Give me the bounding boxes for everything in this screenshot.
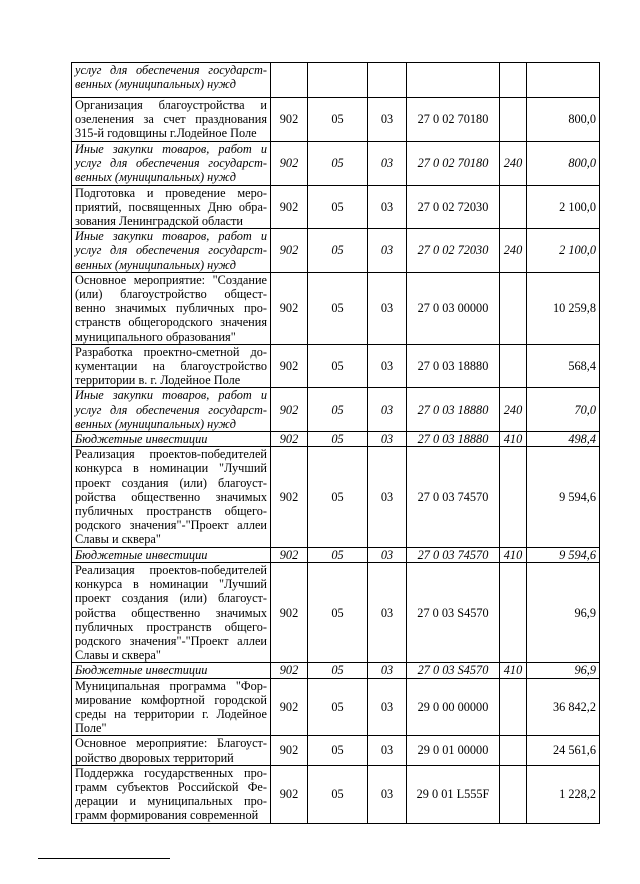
row-name: Муниципальная программа "Фор-мирование комфортной городской среды на территории г. Лодейное Поле" (72, 678, 271, 736)
row-csr: 29 0 00 00000 (407, 678, 500, 736)
row-vr (500, 63, 527, 98)
row-sum: 568,4 (527, 344, 600, 388)
row-rz: 05 (308, 388, 368, 432)
row-sum: 70,0 (527, 388, 600, 432)
row-ved: 902 (271, 229, 308, 273)
row-ved: 902 (271, 185, 308, 229)
row-sum: 24 561,6 (527, 736, 600, 765)
table-row (72, 229, 600, 273)
row-rz: 05 (308, 344, 368, 388)
row-vr (500, 344, 527, 388)
row-pr: 03 (368, 98, 407, 142)
row-name: Реализация проектов-победителей конкурса в номинации "Лучший проект создания (или) благоуст-ройства общественно значимых публичных пространств общего-родского значения"-"Проект аллеи Славы и сквера" (72, 562, 271, 662)
row-vr: 410 (500, 663, 527, 678)
row-ved: 902 (271, 678, 308, 736)
row-vr: 240 (500, 388, 527, 432)
row-pr: 03 (368, 432, 407, 447)
row-rz (308, 63, 368, 98)
row-name: Поддержка государственных про-грамм субъектов Российской Фе-дерации и муниципальных про-грамм формирования современной (72, 765, 271, 823)
row-sum (527, 63, 600, 98)
row-csr (407, 63, 500, 98)
row-csr: 27 0 02 70180 (407, 142, 500, 186)
row-pr: 03 (368, 678, 407, 736)
table-row (72, 765, 600, 823)
row-name: Основное мероприятие: Благоуст-ройство дворовых территорий (72, 736, 271, 765)
row-pr: 03 (368, 272, 407, 344)
row-ved: 902 (271, 765, 308, 823)
table-row (72, 547, 600, 562)
row-csr: 27 0 03 18880 (407, 432, 500, 447)
row-pr: 03 (368, 185, 407, 229)
row-name: Иные закупки товаров, работ и услуг для обеспечения государст-венных (муниципальных) нужд (72, 388, 271, 432)
row-sum: 1 228,2 (527, 765, 600, 823)
row-pr: 03 (368, 388, 407, 432)
row-sum: 9 594,6 (527, 447, 600, 547)
footnote-separator (38, 858, 170, 859)
row-vr: 410 (500, 432, 527, 447)
row-rz: 05 (308, 229, 368, 273)
table-row (72, 344, 600, 388)
row-vr: 240 (500, 142, 527, 186)
row-pr: 03 (368, 142, 407, 186)
row-rz: 05 (308, 185, 368, 229)
table-row (72, 142, 600, 186)
row-vr (500, 185, 527, 229)
row-csr: 27 0 03 18880 (407, 388, 500, 432)
row-sum: 2 100,0 (527, 185, 600, 229)
row-sum: 36 842,2 (527, 678, 600, 736)
row-csr: 27 0 03 00000 (407, 272, 500, 344)
row-rz: 05 (308, 142, 368, 186)
row-rz: 05 (308, 272, 368, 344)
row-rz: 05 (308, 432, 368, 447)
row-sum: 96,9 (527, 562, 600, 662)
row-name: Бюджетные инвестиции (72, 432, 271, 447)
row-ved: 902 (271, 736, 308, 765)
table-row (72, 663, 600, 678)
row-sum: 96,9 (527, 663, 600, 678)
row-sum: 498,4 (527, 432, 600, 447)
row-name: Организация благоустройства и озеленения за счет празднования 315-й годовщины г.Лодейное Поле (72, 98, 271, 142)
row-rz: 05 (308, 765, 368, 823)
row-name: Бюджетные инвестиции (72, 547, 271, 562)
row-rz: 05 (308, 678, 368, 736)
row-ved: 902 (271, 388, 308, 432)
row-sum: 800,0 (527, 98, 600, 142)
row-name: услуг для обеспечения государст-венных (муниципальных) нужд (72, 63, 271, 98)
row-pr: 03 (368, 229, 407, 273)
row-rz: 05 (308, 447, 368, 547)
row-pr: 03 (368, 344, 407, 388)
row-vr (500, 447, 527, 547)
row-rz: 05 (308, 736, 368, 765)
row-vr (500, 98, 527, 142)
row-rz: 05 (308, 663, 368, 678)
budget-table (71, 62, 600, 824)
row-rz: 05 (308, 98, 368, 142)
row-name: Разработка проектно-сметной до-кументации на благоустройство территории в. г. Лодейное Поле (72, 344, 271, 388)
row-csr: 27 0 02 72030 (407, 185, 500, 229)
row-name: Реализация проектов-победителей конкурса в номинации "Лучший проект создания (или) благоуст-ройства общественно значимых публичных пространств общего-родского значения"-"Проект аллеи Славы и сквера" (72, 447, 271, 547)
row-pr: 03 (368, 765, 407, 823)
row-name: Основное мероприятие: "Создание (или) благоустройство общест-венно значимых публичных про-странств общегородского значения муниципального образования" (72, 272, 271, 344)
row-ved: 902 (271, 562, 308, 662)
row-vr (500, 736, 527, 765)
row-rz: 05 (308, 562, 368, 662)
row-pr: 03 (368, 547, 407, 562)
row-vr: 410 (500, 547, 527, 562)
row-rz: 05 (308, 547, 368, 562)
row-csr: 27 0 02 70180 (407, 98, 500, 142)
row-ved: 902 (271, 344, 308, 388)
row-name: Подготовка и проведение меро-приятий, посвященных Дню обра-зования Ленинградской области (72, 185, 271, 229)
row-sum: 9 594,6 (527, 547, 600, 562)
row-sum: 10 259,8 (527, 272, 600, 344)
table-row (72, 447, 600, 547)
table-row (72, 63, 600, 98)
row-name: Иные закупки товаров, работ и услуг для обеспечения государст-венных (муниципальных) нужд (72, 142, 271, 186)
row-ved (271, 63, 308, 98)
row-vr (500, 562, 527, 662)
row-csr: 29 0 01 L555F (407, 765, 500, 823)
row-vr (500, 272, 527, 344)
row-sum: 2 100,0 (527, 229, 600, 273)
row-ved: 902 (271, 447, 308, 547)
table-row (72, 562, 600, 662)
row-vr (500, 678, 527, 736)
row-csr: 27 0 03 18880 (407, 344, 500, 388)
row-ved: 902 (271, 663, 308, 678)
row-name: Иные закупки товаров, работ и услуг для обеспечения государст-венных (муниципальных) нужд (72, 229, 271, 273)
row-ved: 902 (271, 142, 308, 186)
table-row (72, 98, 600, 142)
table-row (72, 388, 600, 432)
row-vr (500, 765, 527, 823)
table-row (72, 432, 600, 447)
row-csr: 27 0 03 74570 (407, 447, 500, 547)
row-ved: 902 (271, 547, 308, 562)
row-pr: 03 (368, 447, 407, 547)
table-row (72, 185, 600, 229)
row-ved: 902 (271, 432, 308, 447)
row-pr: 03 (368, 562, 407, 662)
table-row (72, 736, 600, 765)
row-vr: 240 (500, 229, 527, 273)
row-pr: 03 (368, 736, 407, 765)
row-csr: 27 0 03 S4570 (407, 562, 500, 662)
row-csr: 27 0 02 72030 (407, 229, 500, 273)
row-pr: 03 (368, 663, 407, 678)
row-csr: 27 0 03 S4570 (407, 663, 500, 678)
row-pr (368, 63, 407, 98)
row-name: Бюджетные инвестиции (72, 663, 271, 678)
table-row (72, 678, 600, 736)
row-csr: 27 0 03 74570 (407, 547, 500, 562)
row-csr: 29 0 01 00000 (407, 736, 500, 765)
row-sum: 800,0 (527, 142, 600, 186)
table-row (72, 272, 600, 344)
row-ved: 902 (271, 98, 308, 142)
row-ved: 902 (271, 272, 308, 344)
